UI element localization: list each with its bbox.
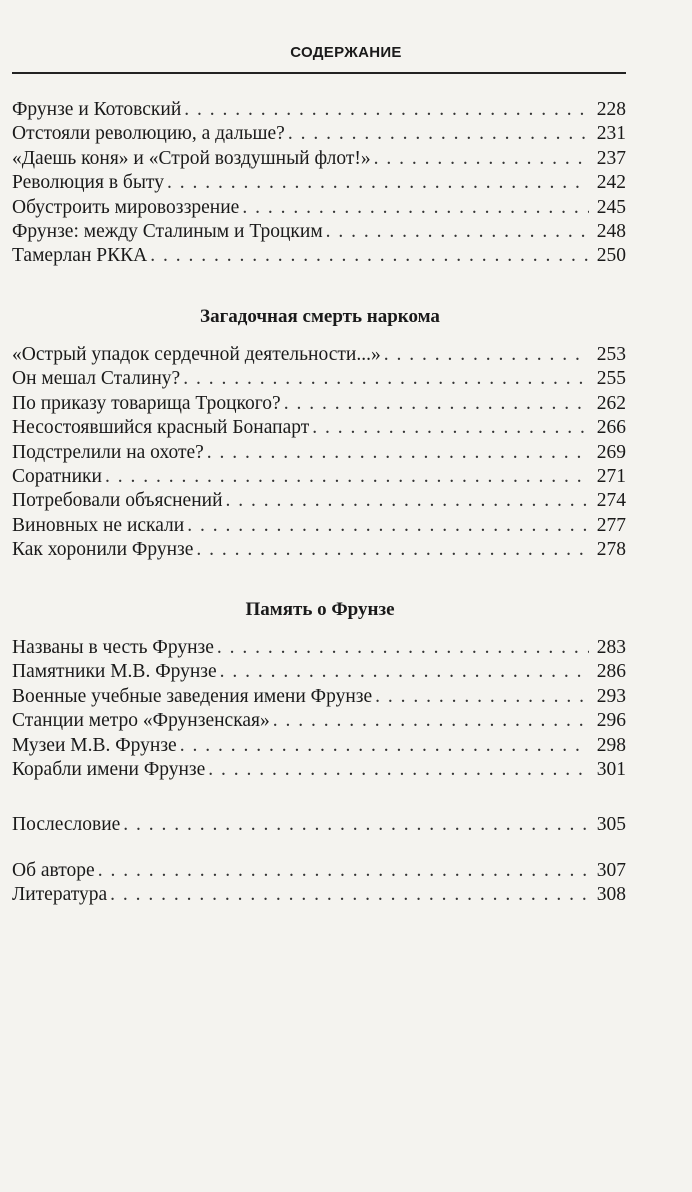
toc-entry-title: Подстрелили на охоте? (12, 441, 204, 463)
toc-entry-title: Отстояли революцию, а дальше? (12, 123, 285, 145)
toc-entry-title: Военные учебные заведения имени Фрунзе (12, 685, 373, 707)
toc-entry (12, 489, 626, 513)
toc-entry (12, 514, 626, 538)
dot-leader (284, 392, 589, 416)
toc-entry-title: Несостоявшийся красный Бонапарт (12, 417, 310, 439)
toc-entry (12, 734, 626, 758)
toc-entry (12, 122, 626, 146)
toc-entry (12, 147, 626, 171)
dot-leader (242, 196, 589, 220)
toc-entry-page: 274 (596, 490, 626, 512)
toc-entry-title: Корабли имени Фрунзе (12, 758, 206, 780)
toc-entry-page: 242 (596, 172, 626, 194)
toc-block-1 (12, 98, 626, 269)
toc-block-2 (12, 343, 626, 563)
toc-entry-page: 237 (596, 147, 626, 169)
dot-leader (187, 514, 589, 538)
toc-entry-title: Он мешал Сталину? (12, 368, 181, 390)
toc-entry-title: Музеи М.В. Фрунзе (12, 734, 177, 756)
dot-leader (326, 220, 589, 244)
toc-entry-page: 245 (596, 196, 626, 218)
dot-leader (110, 883, 589, 907)
toc-block-5 (12, 859, 626, 908)
toc-entry-title: По приказу товарища Троцкого? (12, 392, 281, 414)
header-rule (12, 72, 626, 74)
toc-entry (12, 660, 626, 684)
dot-leader (217, 636, 589, 660)
toc-entry-page: 293 (596, 685, 626, 707)
toc-entry (12, 343, 626, 367)
toc-entry (12, 758, 626, 782)
dot-leader (374, 147, 589, 171)
toc-entry-page: 253 (596, 344, 626, 365)
dot-leader (180, 734, 589, 758)
toc-entry-title: «Даешь коня» и «Строй воздушный флот!» (12, 147, 371, 169)
toc-entry (12, 685, 626, 709)
toc-entry (12, 416, 626, 440)
toc-entry-page: 307 (596, 860, 626, 881)
toc-entry (12, 538, 626, 562)
dot-leader (384, 343, 589, 367)
dot-leader (226, 489, 589, 513)
toc-entry-title: Фрунзе: между Сталиным и Троцким (12, 220, 323, 242)
toc-entry-title: Фрунзе и Котовский (12, 99, 182, 120)
toc-entry-title: «Острый упадок сердечной деятельности...» (12, 344, 381, 365)
dot-leader (207, 441, 589, 465)
toc-entry (12, 465, 626, 489)
toc-block-4 (12, 813, 626, 837)
toc-entry-page: 286 (596, 661, 626, 683)
toc-entry-page: 255 (596, 368, 626, 390)
toc-entry-page: 308 (596, 884, 626, 906)
toc-entry-title: Послесловие (12, 814, 121, 835)
dot-leader (98, 859, 589, 883)
toc-entry (12, 883, 626, 907)
toc-entry-title: Литература (12, 884, 108, 906)
dot-leader (220, 660, 589, 684)
toc-entry-title: Соратники (12, 465, 102, 487)
toc-entry-page: 228 (596, 99, 626, 120)
toc-entry (12, 171, 626, 195)
toc-entry-title: Обустроить мировоззрение (12, 196, 240, 218)
toc-entry (12, 636, 626, 660)
toc-entry (12, 441, 626, 465)
toc-entry-page: 296 (596, 710, 626, 732)
toc-block-3 (12, 636, 626, 782)
toc-entry-page: 277 (596, 514, 626, 536)
toc-entry-page: 262 (596, 392, 626, 414)
dot-leader (196, 538, 589, 562)
toc-entry (12, 98, 626, 122)
toc-entry-page: 248 (596, 220, 626, 242)
toc-entry-page: 305 (596, 814, 626, 835)
toc-entry-title: Виновных не искали (12, 514, 185, 536)
toc-entry-title: Потребовали объяснений (12, 490, 223, 512)
dot-leader (150, 244, 589, 268)
dot-leader (312, 416, 589, 440)
toc-entry-page: 269 (596, 441, 626, 463)
toc-entry (12, 392, 626, 416)
toc-entry-title: Об авторе (12, 860, 95, 881)
dot-leader (183, 367, 589, 391)
toc-entry-page: 283 (596, 637, 626, 658)
dot-leader (375, 685, 589, 709)
toc-entry-title: Как хоронили Фрунзе (12, 539, 194, 561)
dot-leader (208, 758, 589, 782)
toc-entry-page: 298 (596, 734, 626, 756)
toc-entry-title: Революция в быту (12, 172, 164, 194)
toc-entry-page: 231 (596, 123, 626, 145)
toc-entry (12, 196, 626, 220)
toc-entry (12, 709, 626, 733)
toc-entry (12, 367, 626, 391)
section-heading: Память о Фрунзе (245, 599, 395, 620)
toc-entry-page: 271 (596, 465, 626, 487)
toc-entry-title: Названы в честь Фрунзе (12, 637, 214, 658)
toc-entry-page: 266 (596, 417, 626, 439)
dot-leader (105, 465, 589, 489)
dot-leader (184, 98, 589, 122)
dot-leader (273, 709, 589, 733)
section-heading: Загадочная смерть наркома (200, 306, 440, 327)
toc-entry-page: 301 (596, 758, 626, 780)
toc-entry-title: Станции метро «Фрунзенская» (12, 710, 270, 732)
toc-entry (12, 859, 626, 883)
dot-leader (123, 813, 589, 837)
toc-entry-page: 250 (596, 245, 626, 267)
toc-entry-title: Тамерлан РККА (12, 245, 148, 267)
toc-entry-page: 278 (596, 539, 626, 561)
dot-leader (167, 171, 589, 195)
toc-entry (12, 244, 626, 268)
toc-entry-title: Памятники М.В. Фрунзе (12, 661, 217, 683)
dot-leader (288, 122, 589, 146)
toc-entry (12, 220, 626, 244)
toc-entry (12, 813, 626, 837)
running-head: СОДЕРЖАНИЕ (290, 44, 402, 61)
